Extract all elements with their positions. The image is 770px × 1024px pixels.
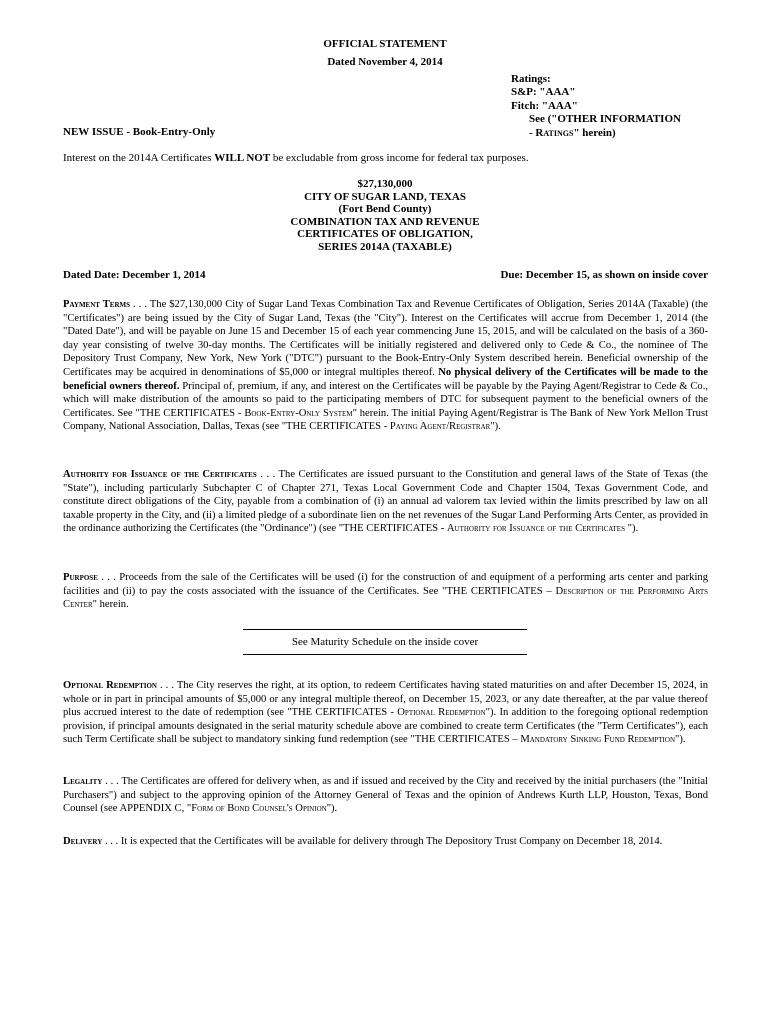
delivery-heading: Delivery bbox=[63, 836, 103, 847]
authority-paragraph: Authority for Issuance of the Certificates . . . The Certificates are issued pursuant to the Constitution and general laws of the State of Texas (the "State"), including particularly Subchapter C of Chapter 271, Texas Local Government Code and Chapter 1504, Texas Government Code, and constitute direct obligations of the City, payable from a combination of (i) an annual ad valorem tax levied within the limits prescribed by law on all taxable property in the City, and (ii) a limited pledge of a subordinate lien on the net revenues of the Sugar Land Performing Arts Center, as provided in the ordinance authorizing the Certificates (the "Ordinance") (see "THE CERTIFICATES - Authority for Issuance of the Certificates "). bbox=[63, 469, 708, 535]
ratings-see-link: Ratings bbox=[535, 126, 574, 139]
ratings-see-line2: - Ratings" herein) bbox=[529, 126, 616, 139]
issue-title-line4: CERTIFICATES OF OBLIGATION, bbox=[297, 228, 473, 241]
new-issue-label: NEW ISSUE - Book-Entry-Only bbox=[63, 126, 216, 138]
maturity-schedule-note: See Maturity Schedule on the inside cover bbox=[291, 636, 479, 648]
issue-block bbox=[0, 178, 770, 254]
payment-terms-heading: Payment Terms bbox=[63, 299, 131, 310]
purpose-paragraph: Purpose . . . Proceeds from the sale of the Certificates will be used (i) for the construction of and equipment of a performing arts center and parking facilities and (ii) to pay the costs associated with the issuance of the Certificates. See "THE CERTIFICATES – Description of the Performing Arts Center" herein. bbox=[63, 572, 708, 611]
ratings-see-line1: See ("OTHER INFORMATION bbox=[529, 113, 681, 126]
maturity-rule-bottom bbox=[243, 654, 527, 655]
due-date: Due: December 15, as shown on inside cover bbox=[500, 269, 708, 281]
optional-redemption-paragraph: Optional Redemption . . . The City reserves the right, at its option, to redeem Certificates having stated maturities on and after December 15, 2024, in whole or in part in principal amounts of $5,000 or any integral multiple thereof, on December 15, 2023, or any date thereafter, at the par value thereof plus accrued interest to the date of redemption (see "THE CERTIFICATES - Optional Redemption"). In addition to the foregoing optional redemption provision, if principal amounts designated in the serial maturity schedule above are combined to create term Certificates (the "Term Certificates"), each such Term Certificate shall be subject to mandatory sinking fund redemption (see "THE CERTIFICATES – Mandatory Sinking Fund Redemption"). bbox=[63, 680, 709, 746]
delivery-paragraph: Delivery . . . It is expected that the Certificates will be available for delivery through The Depository Trust Company on December 18, 2014. bbox=[63, 836, 663, 847]
legality-heading: Legality bbox=[63, 776, 103, 787]
payment-terms-paragraph: Payment Terms . . . The $27,130,000 City of Sugar Land Texas Combination Tax and Revenue Certificates of Obligation, Series 2014A (Taxable) (the "Certificates") are being issued by the City of Sugar Land, Texas (the "City"). Interest on the Certificates will accrue from December 1, 2014 (the "Dated Date"), and will be payable on June 15 and December 15 of each year commencing June 15, 2015, and will be calculated on the basis of a 360-day year consisting of twelve 30-day months. The Certificates will be initially registered and delivered only to Cede & Co., the nominee of The Depository Trust Company, New York, New York ("DTC") pursuant to the Book-Entry-Only System described herein. Beneficial ownership of the Certificates may be acquired in denominations of $5,000 or integral multiples thereof. No physical delivery of the Certificates will be made to the beneficial owners thereof. Principal of, premium, if any, and interest on the Certificates will be payable by the Paying Agent/Registrar to Cede & Co., which will make distribution of the amounts so paid to the participating members of DTC for subsequent payment to the beneficial owners of the Certificates. See "THE CERTIFICATES - Book-Entry-Only System" herein. The initial Paying Agent/Registrar is The Bank of New York Mellon Trust Company, National Association, Dallas, Texas (see "THE CERTIFICATES - Paying Agent/Registrar"). bbox=[63, 299, 709, 433]
document-title: OFFICIAL STATEMENT bbox=[323, 38, 447, 50]
ratings-label: Ratings: bbox=[511, 73, 551, 85]
legality-paragraph: Legality . . . The Certificates are offered for delivery when, as and if issued and received by the City and received by the initial purchasers (the "Initial Purchasers") and subject to the approving opinion of the Attorney General of Texas and the opinion of Andrews Kurth LLP, Houston, Texas, Bond Counsel (see APPENDIX C, "Form of Bond Counsel's Opinion"). bbox=[63, 776, 708, 815]
optional-redemption-heading: Optional Redemption bbox=[63, 680, 157, 691]
maturity-rule-top bbox=[243, 629, 527, 630]
authority-heading: Authority for Issuance of the Certificates bbox=[63, 469, 257, 480]
issuer-name: CITY OF SUGAR LAND, TEXAS bbox=[304, 190, 466, 203]
statement-date: Dated November 4, 2014 bbox=[327, 56, 443, 68]
dated-date: Dated Date: December 1, 2014 bbox=[63, 269, 206, 281]
issuer-county: (Fort Bend County) bbox=[338, 203, 432, 216]
issue-amount: $27,130,000 bbox=[357, 178, 413, 190]
purpose-heading: Purpose bbox=[63, 572, 98, 583]
tax-status-line: Interest on the 2014A Certificates WILL NOT be excludable from gross income for federal tax purposes. bbox=[63, 152, 529, 164]
issue-title-line5: SERIES 2014A (TAXABLE) bbox=[318, 240, 452, 253]
ratings-block bbox=[511, 73, 681, 140]
rating-sp: S&P: "AAA" bbox=[511, 86, 576, 99]
issue-title-line3: COMBINATION TAX AND REVENUE bbox=[290, 215, 480, 228]
rating-fitch: Fitch: "AAA" bbox=[511, 99, 578, 112]
